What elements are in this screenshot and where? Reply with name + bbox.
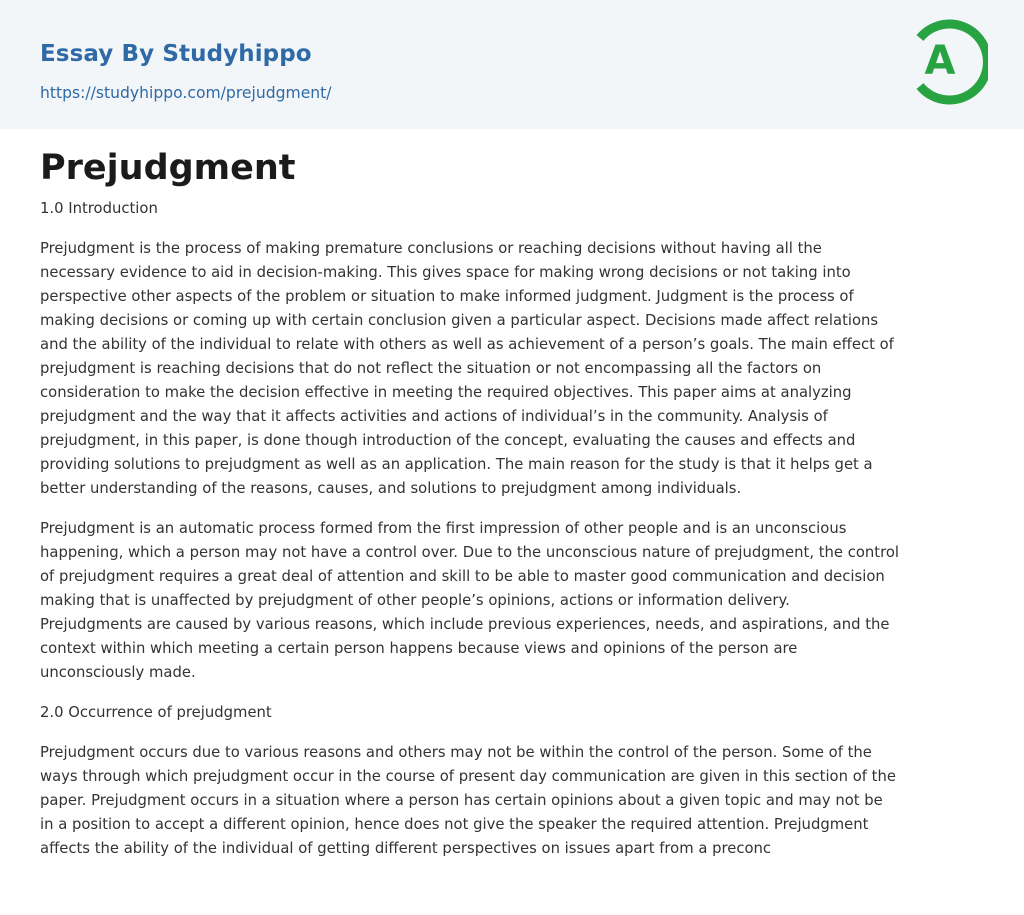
text-line: making decisions or coming up with certain conclusion given a particular aspect. Decisions made affect relations bbox=[40, 312, 879, 329]
paragraph-2 bbox=[40, 517, 985, 685]
paragraph-3 bbox=[40, 741, 985, 861]
text-line: and the ability of the individual to relate with others as well as achievement of a person’s goals. The main effect of bbox=[40, 336, 894, 353]
section-heading-occurrence: 2.0 Occurrence of prejudgment bbox=[40, 704, 272, 721]
text-line: better understanding of the reasons, causes, and solutions to prejudgment among individuals. bbox=[40, 480, 742, 497]
text-line: prejudgment, in this paper, is done though introduction of the concept, evaluating the causes and effects and bbox=[40, 432, 856, 449]
text-line: providing solutions to prejudgment as well as an application. The main reason for the study is that it helps get a bbox=[40, 456, 873, 473]
page-title: Prejudgment bbox=[40, 148, 296, 188]
text-line: necessary evidence to aid in decision-making. This gives space for making wrong decisions or not taking into bbox=[40, 264, 851, 281]
text-line: context within which meeting a certain person happens because views and opinions of the person are bbox=[40, 640, 798, 657]
text-line: perspective other aspects of the problem or situation to make informed judgment. Judgment is the process of bbox=[40, 288, 854, 305]
text-line: happening, which a person may not have a control over. Due to the unconscious nature of prejudgment, the control bbox=[40, 544, 900, 561]
studyhippo-logo-icon[interactable] bbox=[908, 18, 988, 106]
text-line: ways through which prejudgment occur in the course of present day communication are given in this section of the bbox=[40, 768, 896, 785]
text-line: of prejudgment requires a great deal of attention and skill to be able to master good communication and decision bbox=[40, 568, 885, 585]
logo-letter: A bbox=[924, 38, 956, 84]
text-line: Prejudgment occurs due to various reasons and others may not be within the control of the person. Some of the bbox=[40, 744, 872, 761]
text-line: Prejudgments are caused by various reasons, which include previous experiences, needs, and aspirations, and the bbox=[40, 616, 890, 633]
text-line: in a position to accept a different opinion, hence does not give the speaker the required attention. Prejudgment bbox=[40, 816, 869, 833]
text-line: paper. Prejudgment occurs in a situation where a person has certain opinions about a given topic and may not be bbox=[40, 792, 883, 809]
text-line: prejudgment is reaching decisions that do not reflect the situation or not encompassing all the factors on bbox=[40, 360, 822, 377]
text-line: affects the ability of the individual of getting different perspectives on issues apart from a preconc bbox=[40, 840, 772, 857]
site-header bbox=[0, 0, 1024, 129]
text-line: making that is unaffected by prejudgment of other people’s opinions, actions or information delivery. bbox=[40, 592, 790, 609]
text-line: Prejudgment is the process of making premature conclusions or reaching decisions without having all the bbox=[40, 240, 822, 257]
text-line: prejudgment and the way that it affects activities and actions of individual’s in the community. Analysis of bbox=[40, 408, 828, 425]
article bbox=[40, 145, 985, 877]
section-heading-introduction: 1.0 Introduction bbox=[40, 200, 158, 217]
source-url-link[interactable]: https://studyhippo.com/prejudgment/ bbox=[40, 84, 332, 102]
text-line: Prejudgment is an automatic process formed from the first impression of other people and is an unconscious bbox=[40, 520, 847, 537]
paragraph-1 bbox=[40, 237, 985, 501]
brand-title[interactable]: Essay By Studyhippo bbox=[40, 41, 312, 67]
text-line: consideration to make the decision effective in meeting the required objectives. This paper aims at analyzing bbox=[40, 384, 852, 401]
text-line: unconsciously made. bbox=[40, 664, 196, 681]
